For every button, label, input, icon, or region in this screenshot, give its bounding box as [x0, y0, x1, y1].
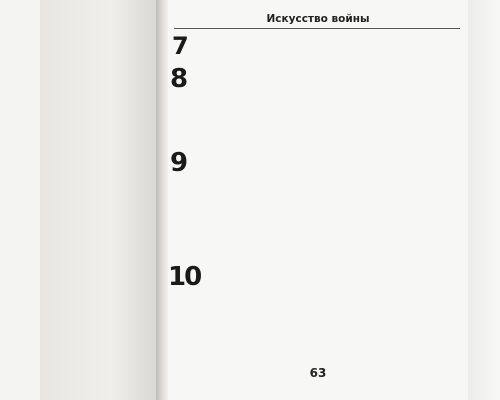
running-header: Искусство войны: [266, 13, 370, 25]
note-text: [202, 268, 460, 362]
note-number: 7: [172, 32, 189, 60]
note-number: 10: [168, 262, 201, 292]
note-number: 9: [170, 148, 189, 178]
note-number: 8: [170, 64, 189, 94]
note-text: [198, 66, 460, 150]
page-number: 63: [309, 366, 327, 380]
page-edge-shadow: [468, 0, 500, 400]
note-text: [198, 33, 460, 63]
right-page: [168, 0, 468, 400]
left-page: [40, 0, 158, 400]
note-text: [198, 154, 460, 266]
header-rule: [174, 28, 460, 29]
